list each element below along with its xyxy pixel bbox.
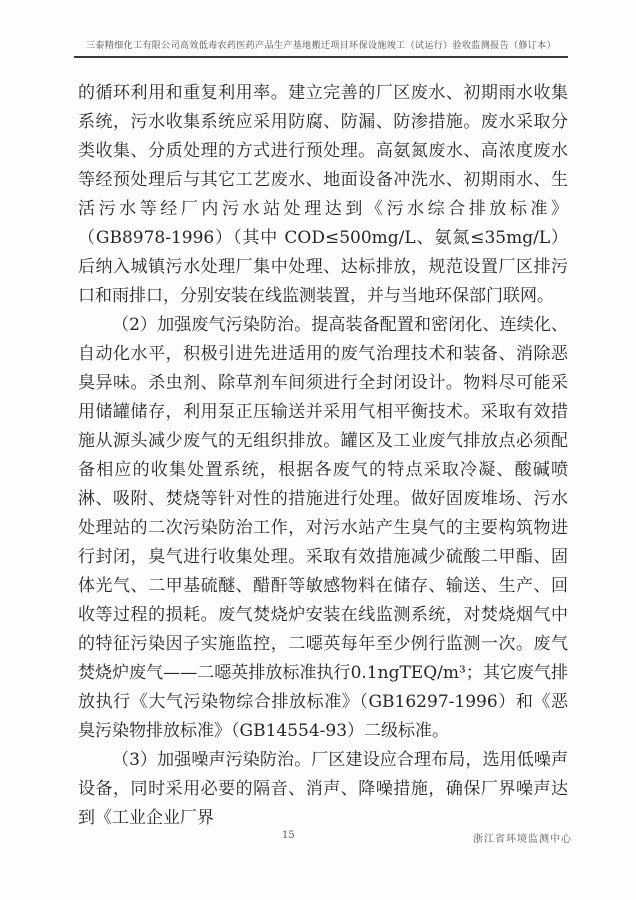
paragraph: （2）加强废气污染防治。提高装备配置和密闭化、连续化、自动化水平，积极引进先进适用的废气治理技术和装备、消除恶臭异味。杀虫剂、除草剂车间须进行全封闭设计。物料尽可能采用储罐储存，利用泵正压输送并采用气相平衡技术。采取有效措施从源头减少废气的无组织排放。罐区及工业废气排放点必须配备相应的收集处置系统，根据各废气的特点采取冷凝、酸碱喷淋、吸附、焚烧等针对性的措施进行处理。做好固废堆场、污水处理站的二次污染防治工作，对污水站产生臭气的主要构筑物进行封闭，臭气进行收集处理。采取有效措施减少硫酸二甲酯、固体光气、二甲基硫醚、醋酐等敏感物料在储存、输送、生产、回收等过程的损耗。废气焚烧炉安装在线监测系统，对焚烧烟气中的特征污染因子实施监控，二噁英每年至少例行监测一次。废气焚烧炉废气——二噁英排放标准执行0.1ngTEQ/m³；其它废气排放执行《大气污染物综合排放标准》（GB16297-1996）和《恶臭污染物排放标准》（GB14554-93）二级标准。 (78, 315, 568, 741)
paragraph: 的循环利用和重复利用率。建立完善的厂区废水、初期雨水收集系统，污水收集系统应采用防腐、防漏、防渗措施。废水采取分类收集、分质处理的方式进行预处理。高氨氮废水、高浓度废水等经预处理后与其它工艺废水、地面设备冲洗水、初期雨水、生活污水等经厂内污水站处理达到《污水综合排放标准》（GB8978-1996）（其中 COD≤500mg/L、氨氮≤35mg/L）后纳入城镇污水处理厂集中处理、达标排放，规范设置厂区排污口和雨排口，分别安装在线监测装置，并与当地环保部门联网。 (78, 83, 568, 306)
page-header-title: 三泰精细化工有限公司高效低毒农药医药产品生产基地搬迁项目环保设施竣工（试运行）验收监测报告（修订本） (74, 40, 568, 58)
footer-organization: 浙江省环境监测中心 (473, 834, 572, 845)
document-body (78, 79, 568, 833)
page-number: 15 (282, 830, 295, 841)
paragraph: （3）加强噪声污染防治。厂区建设应合理布局，选用低噪声设备，同时采用必要的隔音、消声、降噪措施，确保厂界噪声达到《工业企业厂界 (78, 750, 568, 828)
